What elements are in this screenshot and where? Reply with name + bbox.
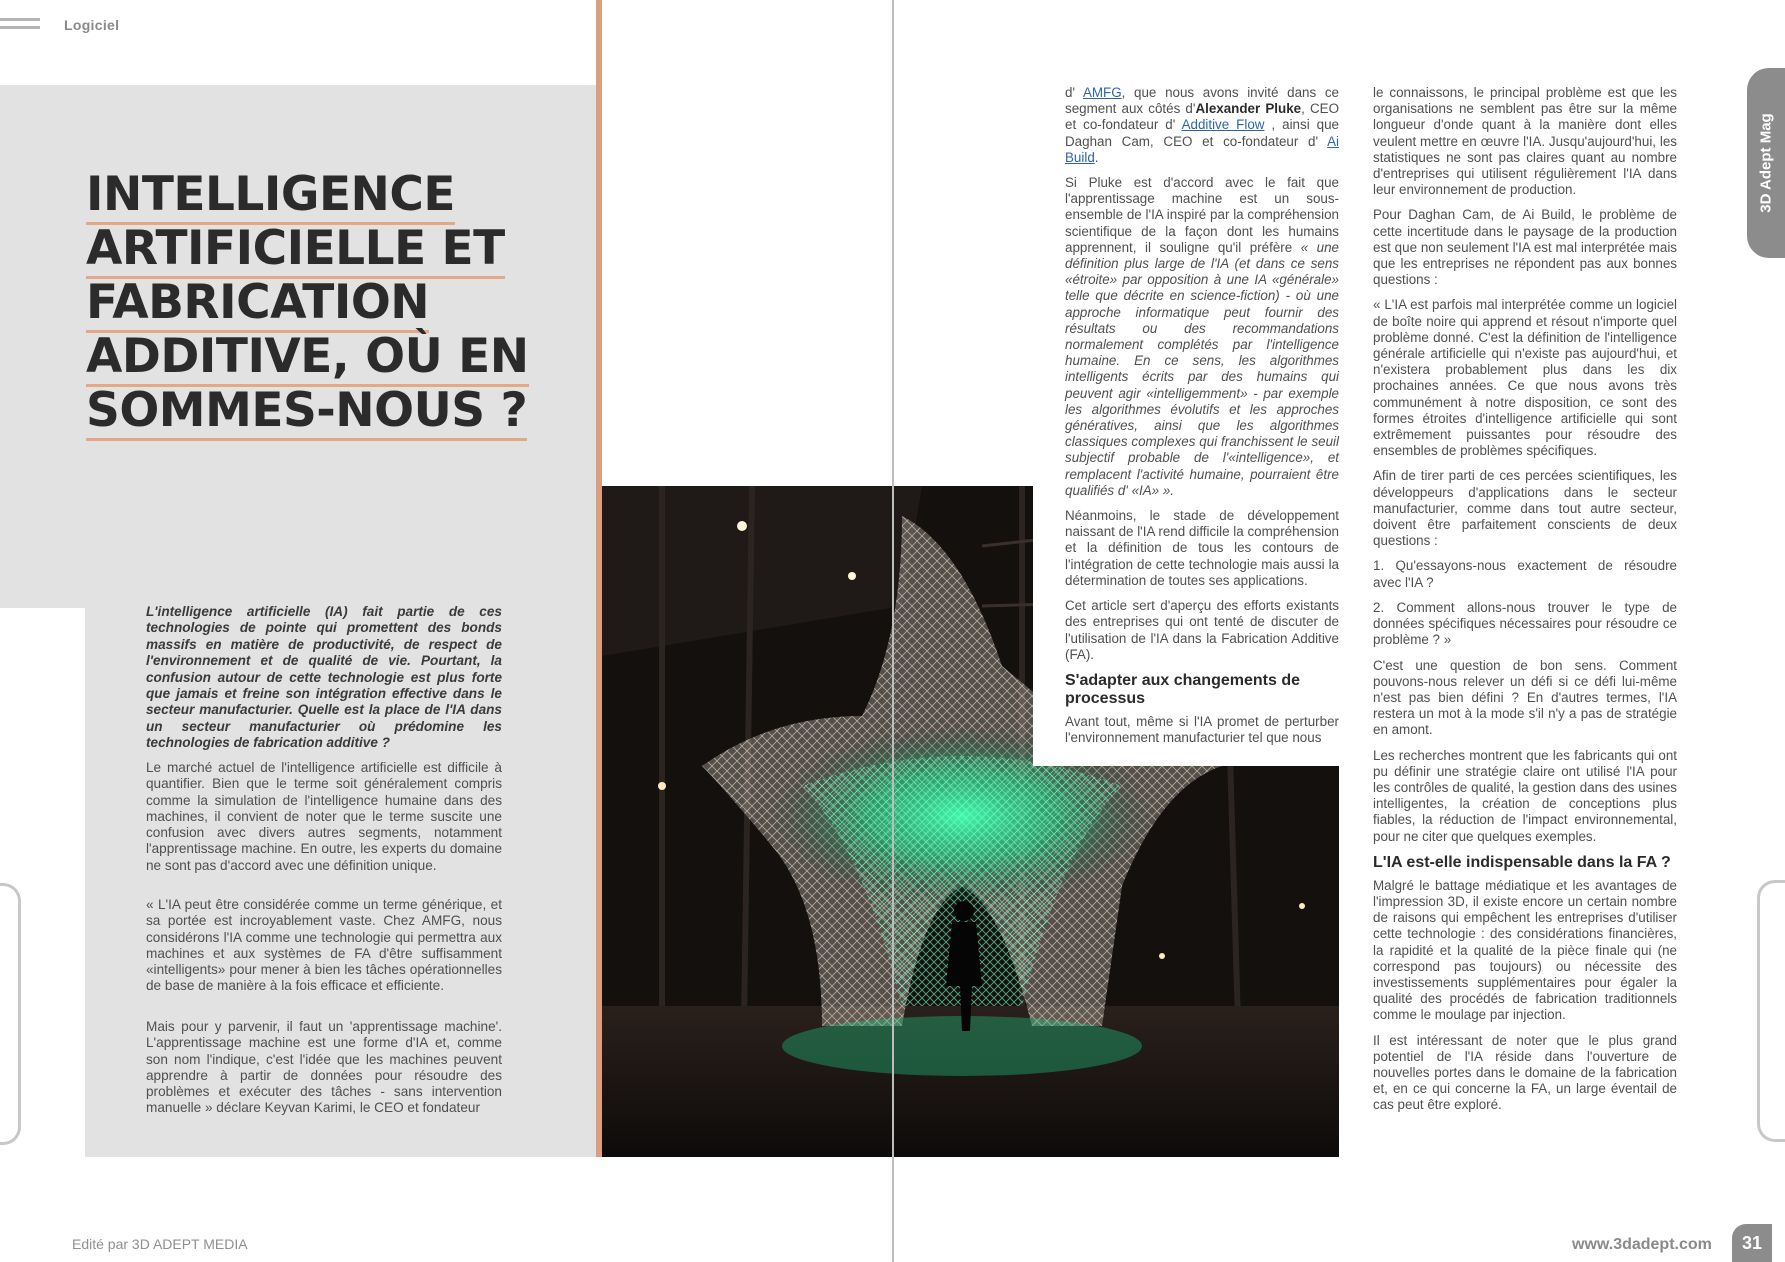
text-run: , CEO et co-fondateur d' xyxy=(1065,101,1339,133)
body-paragraph: le connaissons, le principal problème est que les organisations ne semblent pas être sur la même longueur d'onde quant à la manière dont elles veulent mettre en œuvre l'IA. Jusqu'aujourd'hui, les statistiques ne sont pas claires quant au nombre d'entreprises qui utilisent régulièrement l'IA dans leur environnement de production. xyxy=(1373,85,1677,198)
title-line: SOMMES-NOUS ? xyxy=(86,383,527,441)
body-paragraph: Le marché actuel de l'intelligence artificielle est difficile à quantifier. Bien que le terme soit généralement compris comme la simulation de l'intelligence humaine dans des machines, il convient de noter que le terme suscite une confusion avec divers autres segments, notamment l'apprentissage machine. En outre, les experts du domaine ne sont pas d'accord avec une définition unique. xyxy=(146,760,502,873)
right-page-bracket xyxy=(1757,880,1785,1142)
body-paragraph: 2. Comment allons-nous trouver le type de données spécifiques nécessaires pour résoudre ce problème ? » xyxy=(1373,599,1677,648)
text-run: d' xyxy=(1065,85,1083,100)
section-heading: S'adapter aux changements de processus xyxy=(1065,671,1300,707)
body-paragraph: Avant tout, même si l'IA promet de perturber l'environnement manufacturier tel que nous xyxy=(1065,713,1339,746)
body-paragraph: Les recherches montrent que les fabricants qui ont pu définir une stratégie claire ont utilisé l'IA pour les contrôles de qualité, la gestion dans des usines intelligentes, la création de conceptions plus fiables, la réduction de l'impact environnemental, pour ne citer que quelques exemples. xyxy=(1373,747,1677,844)
body-paragraph: « L'IA peut être considérée comme un terme générique, et sa portée est incroyablement vaste. Chez AMFG, nous considérons l'IA comme une technologie qui permettra aux machines et aux systèmes de FA d'être suffisamment «intelligents» pour mener à bien les tâches opérationnelles de base de manière à la fois efficace et efficiente. xyxy=(146,897,502,994)
title-line: INTELLIGENCE xyxy=(86,167,455,225)
title-line: FABRICATION xyxy=(86,275,429,333)
section-label: Logiciel xyxy=(64,17,120,33)
publisher-credit: Edité par 3D ADEPT MEDIA xyxy=(72,1236,248,1252)
article-title xyxy=(86,168,586,438)
text-run: Si Pluke est d'accord avec le fait que l'apprentissage machine est un sous-ensemble de l'IA inspiré par la compréhension scientifique de la façon dont les humains apprennent, il souligne qu'il préfère xyxy=(1065,175,1339,255)
body-paragraph: Afin de tirer parti de ces percées scientifiques, les développeurs d'applications dans le secteur manufacturier, comme dans tout autre secteur, doivent être parfaitement conscients de deux questions : xyxy=(1373,468,1677,549)
quote-text: « une définition plus large de l'IA (et dans ce sens «étroite» par opposition à une IA «générale» telle que décrite en science-fiction) - où une approche informatique peut fournir des résultats ou des recommandations normalement complétés par l'intelligence humaine. En ce sens, les algorithmes intelligents écrits par des humains qui peuvent agir «intelligemment» - par exemple les algorithmes évolutifs et les approches génératives, ainsi que les algorithmes classiques complexes qui franchissent le seuil subjectif probable de l'«intelligence», et remplacent l'activité humaine, pourraient être qualifiés d' «IA» ». xyxy=(1065,239,1339,498)
body-paragraph: Cet article sert d'aperçu des efforts existants des entreprises qui ont tenté de discuter de l'utilisation de l'IA dans la Fabrication Additive (FA). xyxy=(1065,598,1339,662)
ai-build-link[interactable]: Ai Build xyxy=(1065,133,1339,165)
body-paragraph: Pour Daghan Cam, de Ai Build, le problème de cette incertitude dans le paysage de la production est que non seulement l'IA est mal interprétée mais que les entreprises ne répondent pas aux bonnes questions : xyxy=(1373,207,1677,288)
text-run: . xyxy=(1094,149,1099,165)
title-line: ADDITIVE, OÙ EN xyxy=(86,329,529,387)
right-column xyxy=(1373,85,1677,1123)
body-paragraph: C'est une question de bon sens. Comment pouvons-nous relever un défi si ce défi lui-même n'est pas bien défini ? En d'autres termes, l'IA restera un mot à la mode s'il n'y a pas de stratégie en amont. xyxy=(1373,657,1677,738)
body-paragraph: Malgré le battage médiatique et les avantages de l'impression 3D, il existe encore un certain nombre de raisons qui empêchent les entreprises d'utiliser cette technologie : des considérations financières, la rapidité et la qualité de la pièce finale qui (ne correspond pas toujours) ou nécessite des investissements supplémentaires pour égaler la qualité des procédés de fabrication traditionnels comme le moulage par injection. xyxy=(1373,877,1677,1023)
additive-flow-link[interactable]: Additive Flow xyxy=(1181,117,1265,133)
website-link[interactable]: www.3dadept.com xyxy=(1572,1236,1712,1253)
body-paragraph: 1. Qu'essayons-nous exactement de résoudre avec l'IA ? xyxy=(1373,558,1677,590)
page-number: 31 xyxy=(1732,1224,1772,1262)
left-page-bracket xyxy=(0,883,21,1145)
person-name: Alexander Pluke xyxy=(1195,101,1302,117)
body-paragraph: Il est intéressant de noter que le plus grand potentiel de l'IA réside dans l'ouverture de nouvelles portes dans le domaine de la fabrication et, en ce qui concerne la FA, un large éventail de cas peut être exploré. xyxy=(1373,1032,1677,1113)
amfg-link[interactable]: AMFG xyxy=(1082,85,1122,100)
side-tab-label: 3D Adept Mag xyxy=(1757,113,1775,213)
text-run: , ainsi que Daghan Cam, CEO et co-fondateur d' xyxy=(1065,117,1339,149)
magazine-side-tab xyxy=(1747,68,1785,258)
section-heading: L'IA est-elle indispensable dans la FA ? xyxy=(1373,853,1671,871)
body-paragraph: Néanmoins, le stade de développement naissant de l'IA rend difficile la compréhension et la définition de tous les contours de l'intégration de cette technologie mais aussi la détermination de toutes ses applications. xyxy=(1065,508,1340,588)
body-paragraph xyxy=(1065,175,1339,499)
page-fold xyxy=(892,0,894,1262)
text-run: , que nous avons invité dans ce segment aux côtés d' xyxy=(1065,85,1339,117)
body-paragraph: « L'IA est parfois mal interprétée comme un logiciel de boîte noire qui apprend et résout n'importe quel problème donné. C'est la définition de l'intelligence générale artificielle qui n'existe pas aujourd'hui, et n'existera probablement plus dans les dix prochaines années. Ce que nous avons très communément à notre disposition, ce sont des formes étroites d'intelligence artificielle qui sont extrêmement puissantes pour résoudre des ensembles de problèmes spécifiques. xyxy=(1373,297,1677,459)
body-paragraph: Mais pour y parvenir, il faut un 'apprentissage machine'. L'apprentissage machine est une forme d'IA et, comme son nom l'indique, c'est l'idée que les machines peuvent apprendre à partir de données pour résoudre des problèmes et exécuter des tâches - sans intervention manuelle » déclare Keyvan Karimi, le CEO et fondateur xyxy=(146,1019,502,1116)
middle-column xyxy=(1065,85,1339,755)
title-line: ARTIFICIELLE ET xyxy=(86,221,505,279)
body-paragraph xyxy=(1065,85,1339,166)
lead-paragraph: L'intelligence artificielle (IA) fait partie de ces technologies de pointe qui promettent des bonds massifs en matière de productivité, de respect de l'environnement et de qualité de vie. Pourtant, la confusion autour de cette technologie est plus forte que jamais et freine son intégration effective dans le secteur manufacturier. Quelle est la place de l'IA dans un secteur manufacturier où prédomine les technologies de fabrication additive ? xyxy=(146,604,502,751)
menu-lines-icon xyxy=(0,18,40,32)
